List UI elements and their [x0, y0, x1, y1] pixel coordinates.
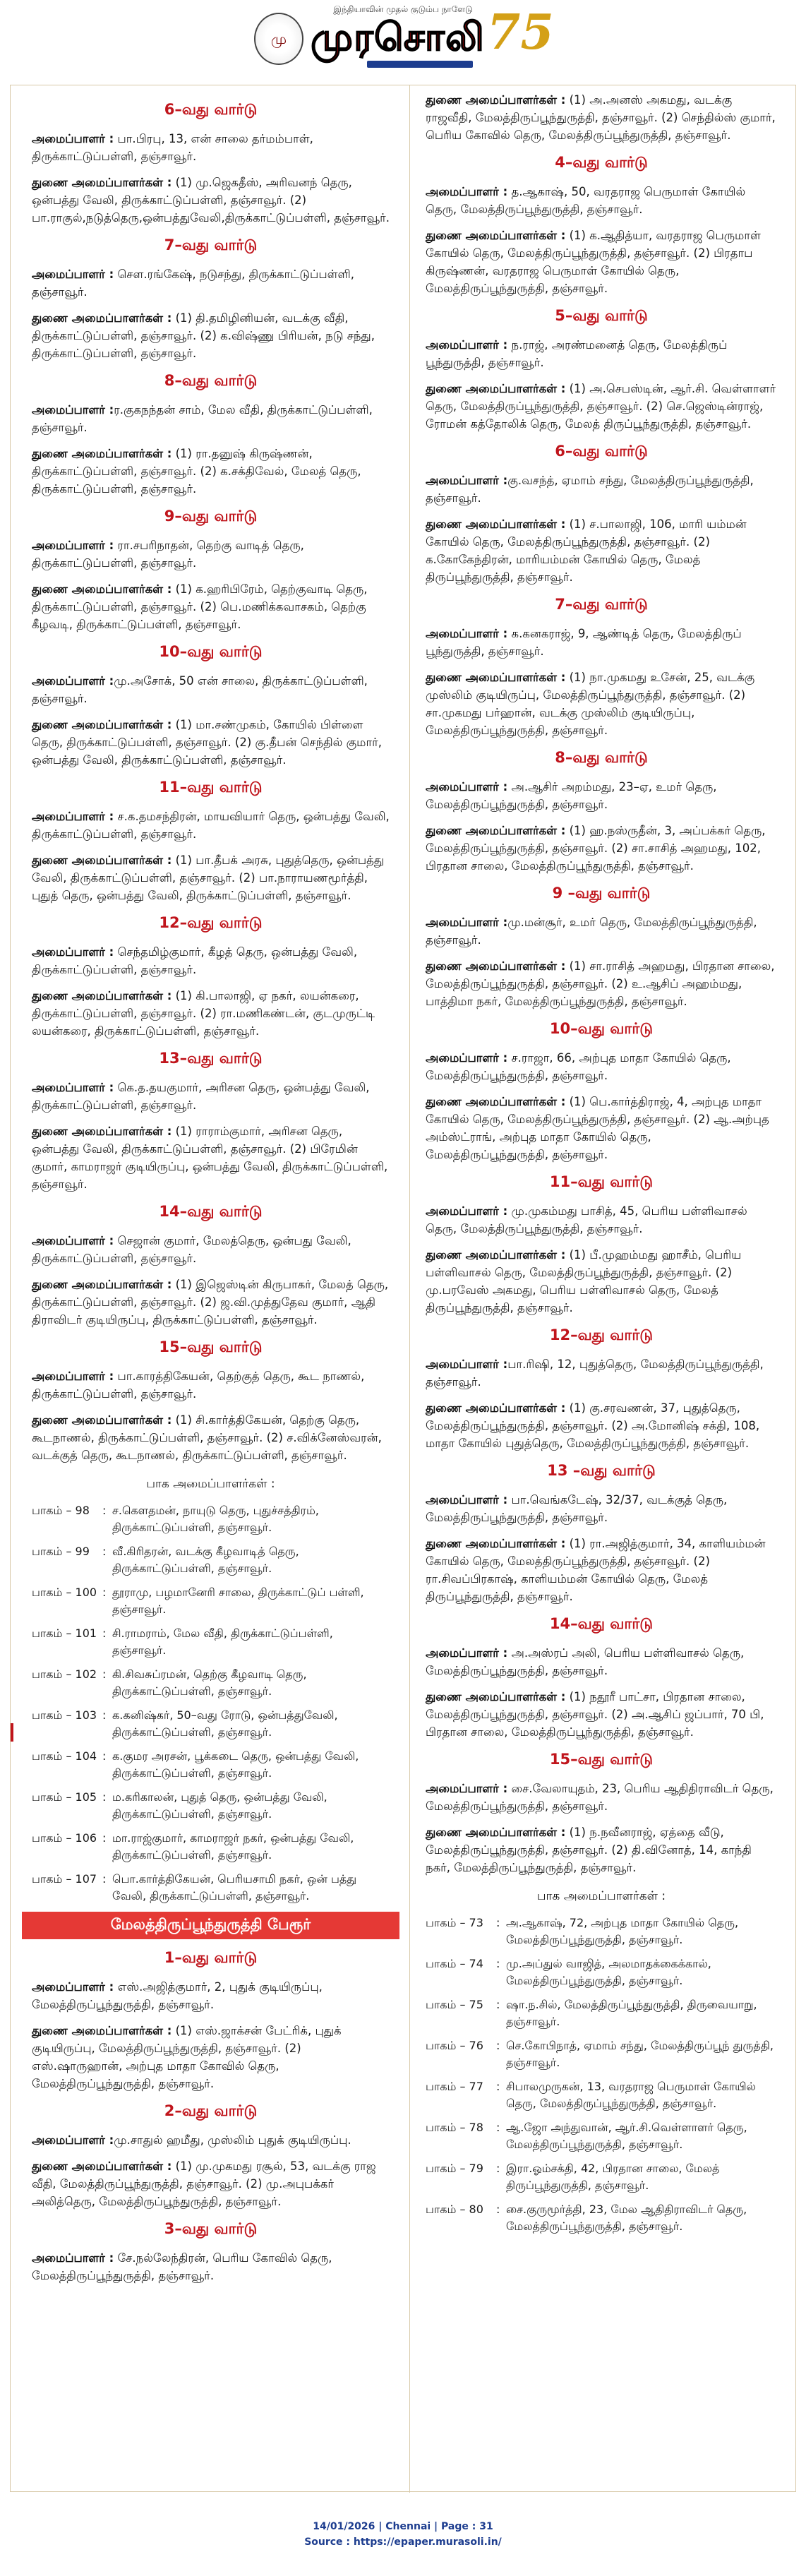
booth-organizer: சை.குருமூர்த்தி, 23, மேல ஆதிதிராவிடர் தெரு, மேலத்திருப்பூந்துருத்தி, தஞ்சாவூர்.	[506, 2203, 747, 2233]
masthead-underline	[367, 61, 473, 68]
booth-row	[426, 2160, 777, 2194]
entry-role-label: அமைப்பாளர் :	[32, 1081, 114, 1094]
booth-separator: :	[496, 2039, 500, 2052]
entry-text: எஸ்.அஜித்குமார், 2, புதுக் குடியிருப்பு, மேலத்திருப்பூந்துருத்தி, தஞ்சாவூர்.	[32, 1980, 323, 2011]
entry-text: மு.அசோக், 50 என் சாலை, திருக்காட்டுப்பள்ளி, தஞ்சாவூர்.	[32, 674, 368, 705]
entry-role-label: துணை அமைப்பாளர்கள் :	[426, 671, 566, 684]
entry-role-label: அமைப்பாளர் :	[426, 1782, 508, 1795]
ward-entry	[426, 625, 777, 660]
entry-text: செஜான் குமார், மேலத்தெரு, ஒன்பது வேலி, திருக்காட்டுப்பள்ளி, தஞ்சாவூர்.	[32, 1234, 351, 1265]
ward-entry	[32, 1122, 390, 1193]
booth-row	[426, 2201, 777, 2235]
entry-text: பா.பிரபு, 13, என் சாலை தர்மம்பாள், திருக்காட்டுப்பள்ளி, தஞ்சாவூர்.	[32, 132, 313, 163]
emblem-icon	[254, 13, 303, 65]
booth-separator: :	[102, 1586, 107, 1599]
entry-role-label: துணை அமைப்பாளர்கள் :	[32, 1413, 172, 1427]
entry-role-label: அமைப்பாளர் :	[32, 268, 114, 281]
ward-heading: 1–வது வார்டு	[164, 1949, 258, 1966]
ward-entry	[32, 265, 390, 301]
entry-text: ச.க.தமசந்திரன், மாயவியார் தெரு, ஒன்பத்து வேலி, திருக்காட்டுப்பள்ளி, தஞ்சாவூர்.	[32, 810, 390, 841]
booth-organizer: க.குமர அரசன், பூக்கடை தெரு, ஒன்பத்து வேலி, திருக்காட்டுப்பள்ளி, தஞ்சாவூர்.	[112, 1749, 359, 1780]
ward-heading: 9 –வது வார்டு	[552, 885, 651, 901]
entry-text: (1) சா.ராசித் அஹமது, பிரதான சாலை, மேலத்திருப்பூந்துருத்தி, தஞ்சாவூர். (2) உ.ஆசிப் அஹம்மது, பாத்திமா நகர், மேலத்திருப்பூந்துருத்தி, தஞ்சாவூர்.	[426, 959, 775, 1008]
booth-separator: :	[102, 1667, 107, 1681]
booth-separator: :	[102, 1708, 107, 1722]
ward-heading: 8–வது வார்டு	[164, 372, 258, 389]
entry-role-label: துணை அமைப்பாளர்கள் :	[32, 989, 172, 1002]
entry-text: சௌ.ரங்கேஷ், நடுசந்து, திருக்காட்டுப்பள்ளி, தஞ்சாவூர்.	[32, 268, 354, 299]
booth-row	[426, 1996, 777, 2030]
ward-heading: 10–வது வார்டு	[549, 1020, 654, 1037]
page-content	[10, 85, 796, 2492]
ward-entry	[32, 1079, 390, 1114]
ward-entry	[426, 1780, 777, 1815]
ward-entry	[32, 716, 390, 769]
ward-entry	[426, 1049, 777, 1084]
booth-number: பாகம் – 107	[32, 1872, 97, 1886]
ward-heading: 12–வது வார்டு	[159, 914, 263, 931]
ward-entry	[32, 580, 390, 633]
booth-separator: :	[102, 1831, 107, 1845]
ward-entry	[426, 183, 777, 218]
ward-entry	[32, 672, 390, 707]
masthead	[0, 0, 806, 78]
page-footer	[0, 2519, 806, 2550]
masthead-logo: முரசொலி	[311, 14, 485, 59]
ward-entry	[426, 91, 777, 144]
ward-heading: 10–வது வார்டு	[159, 643, 263, 660]
entry-text: பா.ரிஷி, 12, புதுத்தெரு, மேலத்திருப்பூந்துருத்தி, தஞ்சாவூர்.	[426, 1358, 764, 1389]
entry-role-label: துணை அமைப்பாளர்கள் :	[426, 93, 566, 107]
entry-text: (1) நா.முகமது உசேன், 25, வடக்கு முஸ்லிம் குடியிருப்பு, மேலத்திருப்பூந்துருத்தி, தஞ்சாவூர். (2) சா.முகமது பர்ஹான், வடக்கு முஸ்லிம் குடியிருப்பு, மேலத்திருப்பூந்துருத்தி, தஞ்சாவூர்.	[426, 671, 755, 737]
ward-entry	[426, 1202, 777, 1238]
entry-role-label: துணை அமைப்பாளர்கள் :	[32, 176, 172, 189]
ward-heading: 13–வது வார்டு	[159, 1050, 263, 1067]
booth-number: பாகம் – 80	[426, 2203, 483, 2216]
booth-separator: :	[496, 1916, 500, 1929]
entry-role-label: அமைப்பாளர் :	[426, 1493, 508, 1506]
booth-row	[426, 2078, 777, 2112]
ward-entry	[32, 851, 390, 904]
entry-role-label: துணை அமைப்பாளர்கள் :	[32, 1278, 172, 1291]
entry-text: த.ஆகாஷ், 50, வரதராஜ பெருமாள் கோயில் தெரு, மேலத்திருப்பூந்துருத்தி, தஞ்சாவூர்.	[426, 185, 746, 216]
ward-entry	[32, 943, 390, 978]
entry-text: பா.வெங்கடேஷ், 32/37, வடக்குத் தெரு, மேலத்திருப்பூந்துருத்தி, தஞ்சாவூர்.	[426, 1493, 728, 1524]
entry-text: (1) மா.சண்முகம், கோயில் பிள்ளை தெரு, திருக்காட்டுப்பள்ளி, தஞ்சாவூர். (2) கு.தீபன் செந்தில் குமார், ஒன்பத்து வேலி, திருக்காட்டுப்பள்ளி, தஞ்சாவூர்.	[32, 718, 382, 767]
entry-text: (1) க.ஹரிபிரேம், தெற்குவாடி தெரு, திருக்காட்டுப்பள்ளி, தஞ்சாவூர். (2) பெ.மணிக்கவாசகம், தெற்கு கீழவடி, திருக்காட்டுப்பள்ளி, தஞ்சாவூர்.	[32, 582, 368, 631]
ward-heading: 13 –வது வார்டு	[547, 1462, 656, 1479]
booth-organizer: இரா.ஓம்சக்தி, 42, பிரதான சாலை, மேலத் திருப்பூந்துருத்தி, தஞ்சாவூர்.	[506, 2162, 720, 2192]
entry-role-label: துணை அமைப்பாளர்கள் :	[426, 1248, 566, 1262]
entry-text: (1) மு.ஜெகதீஸ், அரிவனந் தெரு, ஒன்பத்து வேலி, திருக்காட்டுப்பள்ளி, தஞ்சாவூர். (2) பா.ராகுல்,நடுத்தெரு,ஒன்பத்துவேலி,திருக்காட்டுப்பள்ளி, தஞ்சாவூர்.	[32, 176, 390, 224]
entry-text: (1) ராராம்குமார், அரிசன தெரு, ஒன்பத்து வேலி, திருக்காட்டுப்பள்ளி, தஞ்சாவூர். (2) பிரேமின் குமார், காமராஜர் குடியிருப்பு, ஒன்பத்து வேலி, திருக்காட்டுப்பள்ளி, தஞ்சாவூர்.	[32, 1125, 388, 1191]
booth-number: பாகம் – 79	[426, 2162, 483, 2175]
ward-heading: 15–வது வார்டு	[549, 1751, 654, 1768]
booth-separator: :	[102, 1872, 107, 1886]
ward-entry	[426, 1093, 777, 1163]
entry-text: பா.காரத்திகேயன், தெற்குத் தெரு, கூட நாணல், திருக்காட்டுப்பள்ளி, தஞ்சாவூர்.	[32, 1370, 365, 1401]
ward-entry	[32, 2131, 390, 2149]
entry-role-label: துணை அமைப்பாளர்கள் :	[32, 2024, 172, 2037]
entry-role-label: அமைப்பாளர் :	[32, 810, 114, 823]
ward-heading: 9–வது வார்டு	[164, 508, 258, 525]
entry-role-label: துணை அமைப்பாளர்கள் :	[32, 853, 172, 867]
ward-entry	[426, 336, 777, 371]
ward-entry	[426, 515, 777, 586]
booth-row	[32, 1502, 390, 1536]
ward-entry	[426, 957, 777, 1010]
ward-entry	[426, 1644, 777, 1679]
entry-text: (1) ச.பாலாஜி, 106, மாரி யம்மன் கோயில் தெரு, மேலத்திருப்பூந்துருத்தி, தஞ்சாவூர். (2) க.கோகேந்திரன், மாரியம்மன் கோயில் தெரு, மேலத் திருப்பூந்துருத்தி, தஞ்சாவூர்.	[426, 517, 747, 584]
footer-date-page: 14/01/2026 | Chennai | Page : 31	[313, 2521, 493, 2532]
entry-role-label: துணை அமைப்பாளர்கள் :	[426, 382, 566, 395]
booth-row	[426, 1915, 777, 1948]
entry-role-label: அமைப்பாளர் :	[32, 132, 114, 145]
booth-row	[32, 1789, 390, 1823]
emblem-letter: மு	[270, 30, 287, 47]
entry-role-label: துணை அமைப்பாளர்கள் :	[426, 229, 566, 242]
entry-role-label: அமைப்பாளர் :	[32, 2133, 114, 2147]
entry-text: ர.குகநந்தன் சாம், மேல வீதி, திருக்காட்டுப்பள்ளி, தஞ்சாவூர்.	[32, 403, 373, 434]
booth-number: பாகம் – 102	[32, 1667, 97, 1681]
ward-heading: 7–வது வார்டு	[164, 236, 258, 253]
entry-text: சை.வேலாயுதம், 23, பெரிய ஆதிதிராவிடர் தெரு, மேலத்திருப்பூந்துருத்தி, தஞ்சாவூர்.	[426, 1782, 774, 1813]
ward-heading: 7–வது வார்டு	[555, 596, 648, 613]
booth-organizer: கி.சிவசுப்ரமன், தெற்கு கீழவாடி தெரு, திருக்காட்டுப்பள்ளி, தஞ்சாவூர்.	[112, 1667, 307, 1698]
ward-heading: 15–வது வார்டு	[159, 1338, 263, 1355]
ward-entry	[426, 1535, 777, 1605]
entry-role-label: அமைப்பாளர் :	[426, 627, 508, 640]
entry-text: சே.நல்லேந்திரன், பெரிய கோவில் தெரு, மேலத்திருப்பூந்துருத்தி, தஞ்சாவூர்.	[32, 2251, 332, 2282]
entry-text: (1) க.ஆதித்யா, வரதராஜ பெருமாள் கோயில் தெரு, மேலத்திருப்பூந்துருத்தி, தஞ்சாவூர். (2) பிரதாப கிருஷ்ணன், வரதராஜ பெருமாள் கோயில் தெரு, மேலத்திருப்பூந்துருத்தி, தஞ்சாவூர்.	[426, 229, 761, 295]
ward-entry	[426, 1246, 777, 1317]
booth-section-title: பாக அமைப்பாளர்கள் :	[146, 1477, 275, 1491]
left-column	[11, 85, 410, 2493]
entry-text: (1) ஹ.நஸ்ருதீன், 3, அப்பக்கர் தெரு, மேலத்திருப்பூந்துருத்தி, தஞ்சாவூர். (2) சா.சாசித் அஹமது, 102, பிரதான சாலை, மேலத்திருப்பூந்துருத்தி, தஞ்சாவூர்.	[426, 824, 766, 873]
booth-number: பாகம் – 99	[32, 1545, 90, 1558]
entry-role-label: அமைப்பாளர் :	[426, 1051, 508, 1065]
entry-text: (1) அ.செபஸ்டின், ஆர்.சி. வெள்ளாளர் தெரு, மேலத்திருப்பூந்துருத்தி, தஞ்சாவூர். (2) செ.ஜெஸ்டின்ராஜ், ரோமன் கத்தோலிக் தெரு, மேலத் திருப்பூந்துருத்தி, தஞ்சாவூர்.	[426, 382, 776, 431]
booth-number: பாகம் – 100	[32, 1586, 97, 1599]
entry-text: மு.முகம்மது பாசித், 45, பெரிய பள்ளிவாசல் தெரு, மேலத்திருப்பூந்துருத்தி, தஞ்சாவூர்.	[426, 1204, 747, 1235]
ward-entry	[32, 987, 390, 1040]
booth-row	[32, 1584, 390, 1618]
entry-text: ரா.சபரிநாதன், தெற்கு வாடித் தெரு, திருக்காட்டுப்பள்ளி, தஞ்சாவூர்.	[32, 539, 304, 570]
entry-text: ச.ராஜா, 66, அற்புத மாதா கோயில் தெரு, மேலத்திருப்பூந்துருத்தி, தஞ்சாவூர்.	[426, 1051, 731, 1082]
entry-role-label: துணை அமைப்பாளர்கள் :	[32, 2159, 172, 2173]
ward-entry	[426, 1688, 777, 1741]
entry-role-label: துணை அமைப்பாளர்கள் :	[32, 718, 172, 731]
ward-heading: 14–வது வார்டு	[159, 1203, 263, 1220]
booth-number: பாகம் – 78	[426, 2121, 483, 2134]
booth-row	[32, 1830, 390, 1864]
booth-number: பாகம் – 103	[32, 1708, 97, 1722]
entry-text: மு.மன்சூர், உமர் தெரு, மேலத்திருப்பூந்துருத்தி, தஞ்சாவூர்.	[426, 916, 757, 947]
booth-organizer: அ.ஆகாஷ், 72, அற்புத மாதா கோயில் தெரு, மேலத்திருப்பூந்துருத்தி, தஞ்சாவூர்.	[506, 1916, 739, 1946]
booth-organizer: மு.அப்துல் வாஜித், அலமாதக்கைக்கால், மேலத்திருப்பூந்துருத்தி, தஞ்சாவூர்.	[506, 1957, 711, 1987]
ward-entry	[426, 1355, 777, 1391]
ward-entry	[32, 309, 390, 362]
entry-role-label: துணை அமைப்பாளர்கள் :	[426, 517, 566, 531]
ward-entry	[32, 1232, 390, 1267]
booth-organizer: சி.ராமராம், மேல வீதி, திருக்காட்டுப்பள்ளி, தஞ்சாவூர்.	[112, 1627, 333, 1657]
ward-entry	[32, 1411, 390, 1464]
masthead-tagline: இந்தியாவின் முதல் குடும்ப நாளேடு	[333, 4, 473, 14]
entry-role-label: துணை அமைப்பாளர்கள் :	[426, 1401, 566, 1415]
entry-text: (1) பீ.முஹம்மது ஹாசீம், பெரிய பள்ளிவாசல் தெரு, மேலத்திருப்பூந்துருத்தி, தஞ்சாவூர். (2) மு.பரவேஸ் அகமது, பெரிய பள்ளிவாசல் தெரு, மேலத் திருப்பூந்துருத்தி, தஞ்சாவூர்.	[426, 1248, 742, 1314]
entry-text: (1) ரா.அஜித்குமார், 34, காளியம்மன் கோயில் தெரு, மேலத்திருப்பூந்துருத்தி, தஞ்சாவூர். (2) ரா.சிவப்பிரகாஷ், காளியம்மன் கோயில் தெரு, மேலத் திருப்பூந்துருத்தி, தஞ்சாவூர்.	[426, 1537, 766, 1603]
entry-text: (1) இஜெஸ்டின் கிருபாகர், மேலத் தெரு, திருக்காட்டுப்பள்ளி, தஞ்சாவூர். (2) ஜ.வி.முத்துதேவ குமார், ஆதி திராவிடர் குடியிருப்பு, திருக்காட்டுப்பள்ளி, தஞ்சாவூர்.	[32, 1278, 389, 1326]
ward-heading: 2–வது வார்டு	[164, 2102, 258, 2119]
booth-number: பாகம் – 77	[426, 2080, 483, 2093]
entry-text: (1) தி.தமிழினியன், வடக்கு வீதி, திருக்காட்டுப்பள்ளி, தஞ்சாவூர். (2) க.விஷ்ணு பிரியன், நடு சந்து, திருக்காட்டுப்பள்ளி, தஞ்சாவூர்.	[32, 311, 375, 360]
entry-role-label: அமைப்பாளர் :	[426, 185, 508, 198]
entry-role-label: அமைப்பாளர் :	[426, 1204, 508, 1218]
ward-entry	[32, 401, 390, 436]
booth-row	[32, 1666, 390, 1700]
booth-separator: :	[496, 2162, 500, 2175]
entry-role-label: துணை அமைப்பாளர்கள் :	[32, 311, 172, 325]
booth-separator: :	[496, 2080, 500, 2093]
ward-entry	[426, 1823, 777, 1876]
entry-text: (1) பா.தீபக் அரசு, புதுத்தெரு, ஒன்பத்து வேலி, திருக்காட்டுப்பள்ளி, தஞ்சாவூர். (2) பா.நாராயணமூர்த்தி, புதுத் தெரு, ஒன்பத்து வேலி, திருக்காட்டுப்பள்ளி, தஞ்சாவூர்.	[32, 853, 385, 902]
booth-row	[426, 2119, 777, 2153]
entry-role-label: அமைப்பாளர் :	[32, 2251, 114, 2265]
booth-organizer: செ.கோபிநாத், ஏமாம் சந்து, மேலத்திருப்பூந் துருத்தி, தஞ்சாவூர்.	[506, 2039, 774, 2069]
booth-row	[32, 1543, 390, 1577]
ward-heading: 14–வது வார்டு	[549, 1615, 654, 1632]
booth-organizer: தூராமு, பழமானேரி சாலை, திருக்காட்டுப் பள்ளி, தஞ்சாவூர்.	[112, 1586, 364, 1616]
entry-text: (1) பெ.கார்த்திராஜ், 4, அற்புத மாதா கோயில் தெரு, மேலத்திருப்பூந்துருத்தி, தஞ்சாவூர். (2) ஆ.அற்புத அம்ஸ்ட்ராங், அற்புத மாதா கோயில் தெரு, மேலத்திருப்பூந்துருத்தி, தஞ்சாவூர்.	[426, 1095, 769, 1161]
ward-entry	[32, 537, 390, 572]
booth-separator: :	[102, 1790, 107, 1804]
town-section-banner: மேலத்திருப்பூந்துருத்தி பேரூர்	[22, 1912, 399, 1939]
booth-organizer: ஆ.ஜோ அந்துவான், ஆர்.சி.வெள்ளாளர் தெரு, மேலத்திருப்பூந்துருத்தி, தஞ்சாவூர்.	[506, 2121, 747, 2151]
ward-heading: 4–வது வார்டு	[555, 154, 648, 171]
booth-number: பாகம் – 105	[32, 1790, 97, 1804]
entry-role-label: துணை அமைப்பாளர்கள் :	[426, 1826, 566, 1839]
entry-role-label: துணை அமைப்பாளர்கள் :	[426, 824, 566, 837]
entry-text: (1) சி.கார்த்திகேயன், தெற்கு தெரு, கூடநாணல், திருக்காட்டுப்பள்ளி, தஞ்சாவூர். (2) ச.விக்னேஸ்வரன், வடக்குத் தெரு, கூடநாணல், திருக்காட்டுப்பள்ளி, தஞ்சாவூர்.	[32, 1413, 382, 1462]
booth-organizer: சிபாலமுருகன், 13, வரதராஜ பெருமாள் கோயில் தெரு, மேலத்திருப்பூந்துருத்தி, தஞ்சாவூர்.	[506, 2080, 756, 2110]
entry-role-label: அமைப்பாளர் :	[426, 1358, 508, 1371]
margin-marker	[11, 1723, 13, 1742]
ward-entry	[32, 130, 390, 165]
entry-text: அ.அஸ்ரப் அலி, பெரிய பள்ளிவாசல் தெரு, மேலத்திருப்பூந்துருத்தி, தஞ்சாவூர்.	[426, 1646, 745, 1677]
booth-number: பாகம் – 76	[426, 2039, 483, 2052]
entry-text: (1) நதூரீ பாட்சா, பிரதான சாலை, மேலத்திருப்பூந்துருத்தி, தஞ்சாவூர். (2) அ.ஆசிப் ஜப்பார், 70 பி, பிரதான சாலை, மேலத்திருப்பூந்துருத்தி, தஞ்சாவூர்.	[426, 1690, 764, 1739]
ward-heading: 6–வது வார்டு	[164, 101, 258, 118]
booth-number: பாகம் – 98	[32, 1504, 90, 1517]
booth-separator: :	[102, 1627, 107, 1640]
booth-separator: :	[102, 1545, 107, 1558]
booth-row	[32, 1748, 390, 1782]
booth-number: பாகம் – 106	[32, 1831, 97, 1845]
entry-role-label: அமைப்பாளர் :	[32, 1980, 114, 1994]
ward-entry	[426, 1491, 777, 1526]
booth-organizer: வீ.கிரிதரன், வடக்கு கீழவாடித் தெரு, திருக்காட்டுப்பள்ளி, தஞ்சாவூர்.	[112, 1545, 299, 1575]
booth-organizer: பொ.கார்த்திகேயன், பெரியசாமி நகர், ஒன் பத்து வேலி, திருக்காட்டுப்பள்ளி, தஞ்சாவூர்.	[112, 1872, 357, 1903]
entry-text: (1) மு.முகமது ரசூல், 53, வடக்கு ராஜ வீதி, மேலத்திருப்பூந்துருத்தி, தஞ்சாவூர். (2) மு.அபுபக்கர் அலித்தெரு, மேலத்திருப்பூந்துருத்தி, தஞ்சாவூர்.	[32, 2159, 376, 2208]
entry-role-label: அமைப்பாளர் :	[32, 1234, 114, 1247]
entry-text: கு.வசந்த், ஏமாம் சந்து, மேலத்திருப்பூந்துருத்தி, தஞ்சாவூர்.	[426, 474, 754, 505]
booth-organizer: மா.ராஜ்குமார், காமராஜர் நகர், ஒன்பத்து வேலி, திருக்காட்டுப்பள்ளி, தஞ்சாவூர்.	[112, 1831, 354, 1862]
entry-text: (1) கி.பாலாஜி, ஏ நகர், லயன்கரை, திருக்காட்டுப்பள்ளி, தஞ்சாவூர். (2) ரா.மணிகண்டன், குடமுருட்டி லயன்கரை, திருக்காட்டுப்பள்ளி, தஞ்சாவூர்.	[32, 989, 375, 1038]
ward-heading: 3–வது வார்டு	[164, 2220, 258, 2237]
ward-entry	[32, 1367, 390, 1403]
ward-entry	[32, 2249, 390, 2284]
booth-separator: :	[102, 1749, 107, 1763]
ward-entry	[426, 380, 777, 433]
ward-entry	[32, 808, 390, 843]
ward-entry	[32, 445, 390, 498]
entry-role-label: துணை அமைப்பாளர்கள் :	[32, 447, 172, 460]
ward-heading: 6–வது வார்டு	[555, 443, 648, 460]
booth-organizer: க.கனிஷ்கர், 50–வது ரோடு, ஒன்பத்துவேலி, திருக்காட்டுப்பள்ளி, தஞ்சாவூர்.	[112, 1708, 338, 1739]
entry-role-label: துணை அமைப்பாளர்கள் :	[426, 1690, 566, 1703]
booth-separator: :	[496, 2203, 500, 2216]
entry-text: செந்தமிழ்குமார், கீழத் தெரு, ஒன்பத்து வேலி, திருக்காட்டுப்பள்ளி, தஞ்சாவூர்.	[32, 945, 358, 976]
ward-entry	[32, 2022, 390, 2092]
ward-heading: 8–வது வார்டு	[555, 749, 648, 766]
entry-text: (1) எஸ்.ஜாக்சன் பேட்ரிக், புதுக் குடியிருப்பு, மேலத்திருப்பூந்துருத்தி, தஞ்சாவூர். (2) எஸ்.ஷாருஹான், அற்புத மாதா கோவில் தெரு, மேலத்திருப்பூந்துருத்தி, தஞ்சாவூர்.	[32, 2024, 342, 2090]
booth-organizer: ஷா.ந.சில், மேலத்திருப்பூந்துருத்தி, திருவையாறு, தஞ்சாவூர்.	[506, 1998, 757, 2028]
entry-role-label: அமைப்பாளர் :	[426, 338, 508, 352]
ward-entry	[426, 913, 777, 949]
entry-text: க.கனகராஜ், 9, ஆண்டித் தெரு, மேலத்திருப் பூந்துருத்தி, தஞ்சாவூர்.	[426, 627, 742, 658]
entry-role-label: துணை அமைப்பாளர்கள் :	[426, 959, 566, 973]
booth-section-title: பாக அமைப்பாளர்கள் :	[536, 1889, 666, 1903]
booth-separator: :	[496, 1998, 500, 2011]
ward-heading: 5–வது வார்டு	[555, 307, 648, 324]
booth-organizer: ம.கரிகாலன், புதுத் தெரு, ஒன்பத்து வேலி, திருக்காட்டுப்பள்ளி, தஞ்சாவூர்.	[112, 1790, 327, 1821]
ward-entry	[426, 778, 777, 813]
entry-text: (1) ரா.தனுஷ் கிருஷ்ணன், திருக்காட்டுப்பள்ளி, தஞ்சாவூர். (2) க.சக்திவேல், மேலத் தெரு, திருக்காட்டுப்பள்ளி, தஞ்சாவூர்.	[32, 447, 361, 496]
ward-heading: 12–வது வார்டு	[549, 1326, 654, 1343]
ward-entry	[426, 227, 777, 297]
entry-text: (1) ந.நவீனராஜ், ஏத்தை வீடு, மேலத்திருப்பூந்துருத்தி, தஞ்சாவூர். (2) தி.வினோத், 14, காந்தி நகர், மேலத்திருப்பூந்துருத்தி, தஞ்சாவூர்.	[426, 1826, 752, 1874]
entry-role-label: அமைப்பாளர் :	[32, 1370, 114, 1383]
ward-heading: 11–வது வார்டு	[159, 779, 263, 796]
ward-entry	[32, 174, 390, 227]
booth-number: பாகம் – 101	[32, 1627, 97, 1640]
ward-entry	[32, 1978, 390, 2013]
entry-role-label: துணை அமைப்பாளர்கள் :	[32, 1125, 172, 1138]
booth-separator: :	[102, 1504, 107, 1517]
booth-separator: :	[496, 1957, 500, 1970]
entry-text: கெ.த.தயகுமார், அரிசன தெரு, ஒன்பத்து வேலி, திருக்காட்டுப்பள்ளி, தஞ்சாவூர்.	[32, 1081, 370, 1112]
booth-number: பாகம் – 75	[426, 1998, 483, 2011]
ward-entry	[426, 472, 777, 507]
booth-row	[32, 1707, 390, 1741]
footer-source: Source : https://epaper.murasoli.in/	[304, 2536, 502, 2548]
ward-entry	[426, 822, 777, 875]
ward-entry	[426, 1399, 777, 1452]
ward-entry	[426, 669, 777, 739]
booth-number: பாகம் – 104	[32, 1749, 97, 1763]
booth-organizer: ச.கௌதமன், நாயுடு தெரு, புதுச்சத்திரம், திருக்காட்டுப்பள்ளி, தஞ்சாவூர்.	[112, 1504, 319, 1534]
entry-role-label: அமைப்பாளர் :	[32, 945, 114, 959]
entry-role-label: அமைப்பாளர் :	[426, 780, 508, 793]
entry-role-label: அமைப்பாளர் :	[32, 539, 114, 552]
booth-number: பாகம் – 73	[426, 1916, 483, 1929]
booth-row	[426, 1955, 777, 1989]
ward-heading: 11–வது வார்டு	[549, 1173, 654, 1190]
entry-role-label: அமைப்பாளர் :	[426, 1646, 508, 1660]
booth-row	[32, 1871, 390, 1905]
booth-separator: :	[496, 2121, 500, 2134]
booth-row	[426, 2037, 777, 2071]
entry-role-label: துணை அமைப்பாளர்கள் :	[426, 1537, 566, 1550]
ward-entry	[32, 1276, 390, 1329]
booth-row	[32, 1625, 390, 1659]
ward-entry	[32, 2157, 390, 2210]
entry-role-label: அமைப்பாளர் :	[32, 403, 114, 417]
booth-number: பாகம் – 74	[426, 1957, 483, 1970]
anniversary-logo: 75	[487, 4, 554, 61]
entry-role-label: துணை அமைப்பாளர்கள் :	[32, 582, 172, 596]
entry-text: (1) அ.அனஸ் அகமது, வடக்கு ராஜவீதி, மேலத்திருப்பூந்துருத்தி, தஞ்சாவூர். (2) செந்தில்ஸ் குமார், பெரிய கோவில் தெரு, மேலத்திருப்பூந்துருத்தி, தஞ்சாவூர்.	[426, 93, 776, 142]
entry-role-label: அமைப்பாளர் :	[32, 674, 114, 688]
entry-role-label: துணை அமைப்பாளர்கள் :	[426, 1095, 566, 1108]
entry-text: (1) கு.சரவணன், 37, புதுத்தெரு, மேலத்திருப்பூந்துருத்தி, தஞ்சாவூர். (2) அ.மோனிஷ் சக்தி, 108, மாதா கோயில் புதுத்தெரு, மேலத்திருப்பூந்துருத்தி, தஞ்சாவூர்.	[426, 1401, 760, 1450]
entry-text: மு.சாதுல் ஹமீது, முஸ்லிம் புதுக் குடியிருப்பு.	[114, 2133, 351, 2147]
entry-text: அ.ஆசிர் அறம்மது, 23–ஏ, உமர் தெரு, மேலத்திருப்பூந்துருத்தி, தஞ்சாவூர்.	[426, 780, 717, 811]
entry-role-label: அமைப்பாளர் :	[426, 916, 508, 929]
right-column	[410, 85, 797, 2493]
entry-role-label: அமைப்பாளர் :	[426, 474, 508, 487]
entry-text: ந.ராஜ், அரண்மனைத் தெரு, மேலத்திருப் பூந்துருத்தி, தஞ்சாவூர்.	[426, 338, 728, 369]
